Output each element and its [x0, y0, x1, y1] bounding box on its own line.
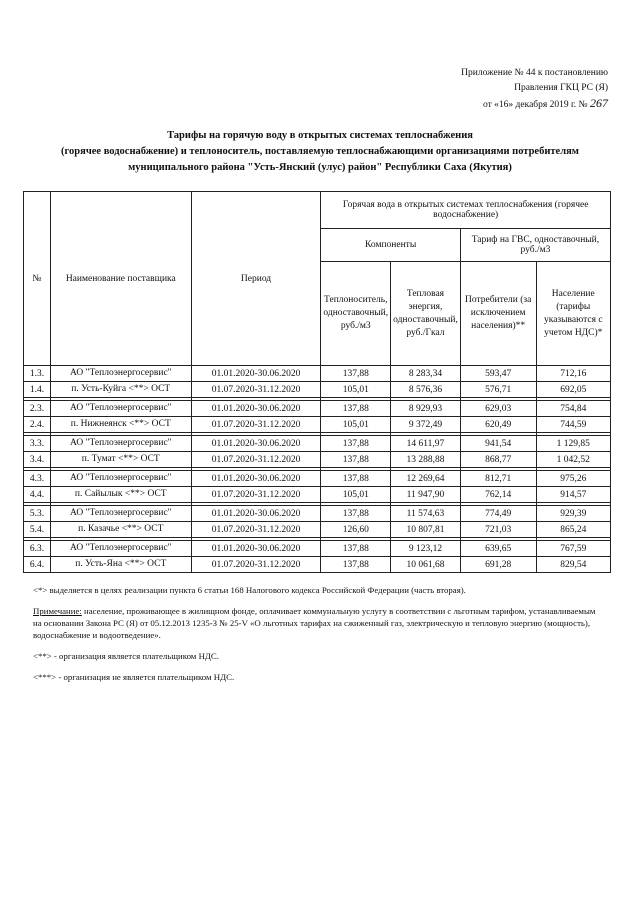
header-date-text: от «16» декабря 2019 г. № — [483, 100, 588, 110]
consumers-cell: 868,77 — [460, 452, 536, 468]
carrier-cell: 137,88 — [321, 541, 391, 557]
header-line-authority: Правления ГКЦ РС (Я) — [514, 83, 608, 93]
population-cell: 712,16 — [536, 366, 610, 382]
energy-cell: 13 288,88 — [391, 452, 461, 468]
carrier-cell: 137,88 — [321, 436, 391, 452]
row-num-cell: 6.3. — [24, 541, 51, 557]
row-num-cell: 4.4. — [24, 487, 51, 503]
supplier-cell: п. Казачье <**> ОСТ — [50, 522, 191, 538]
period-cell: 01.07.2020-31.12.2020 — [191, 417, 321, 433]
period-cell: 01.01.2020-30.06.2020 — [191, 436, 321, 452]
row-num-cell: 3.3. — [24, 436, 51, 452]
header-population: Население (тарифы указываются с учетом НДС)* — [536, 262, 610, 366]
table-row — [24, 471, 611, 487]
supplier-cell: п. Сайылык <**> ОСТ — [50, 487, 191, 503]
population-cell: 767,59 — [536, 541, 610, 557]
carrier-cell: 137,88 — [321, 401, 391, 417]
note-triple-star: <***> - организация не является плательщиком НДС. — [33, 672, 235, 682]
carrier-cell: 105,01 — [321, 487, 391, 503]
carrier-cell: 137,88 — [321, 366, 391, 382]
population-cell: 1 042,52 — [536, 452, 610, 468]
row-num-cell: 4.3. — [24, 471, 51, 487]
consumers-cell: 691,28 — [460, 557, 536, 573]
table-row — [24, 487, 611, 503]
row-num-cell: 5.4. — [24, 522, 51, 538]
supplier-cell: п. Усть-Куйга <**> ОСТ — [50, 382, 191, 398]
consumers-cell: 576,71 — [460, 382, 536, 398]
note-remark-text: население, проживающее в жилищном фонде, оплачивает коммунальную услугу в соответствии с льготным тарифом, устанавливаемым на основании Закона РС (Я) от 05.12.2013 1235-З № 25-V «О льготных тарифах на сжиженный газ, электрическую и тепловую энергию (мощность), водоснабжение и водоотведение». — [33, 606, 596, 640]
energy-cell: 8 283,34 — [391, 366, 461, 382]
header-tariff-group: Тариф на ГВС, одноставочный, руб./м3 — [460, 229, 610, 262]
carrier-cell: 105,01 — [321, 417, 391, 433]
supplier-cell: п. Усть-Яна <**> ОСТ — [50, 557, 191, 573]
period-cell: 01.01.2020-30.06.2020 — [191, 471, 321, 487]
row-num-cell: 5.3. — [24, 506, 51, 522]
row-num-cell: 3.4. — [24, 452, 51, 468]
tariff-table-body — [24, 366, 611, 573]
energy-cell: 8 929,93 — [391, 401, 461, 417]
tariff-table — [23, 191, 611, 573]
population-cell: 692,05 — [536, 382, 610, 398]
consumers-cell: 620,49 — [460, 417, 536, 433]
period-cell: 01.07.2020-31.12.2020 — [191, 557, 321, 573]
energy-cell: 12 269,64 — [391, 471, 461, 487]
note-remark-label: Примечание: — [33, 606, 82, 616]
period-cell: 01.07.2020-31.12.2020 — [191, 487, 321, 503]
row-num-cell: 1.4. — [24, 382, 51, 398]
energy-cell: 14 611,97 — [391, 436, 461, 452]
population-cell: 1 129,85 — [536, 436, 610, 452]
header-energy: Тепловая энергия, одноставочный, руб./Гкал — [391, 262, 461, 366]
note-remark — [33, 605, 603, 641]
period-cell: 01.07.2020-31.12.2020 — [191, 382, 321, 398]
consumers-cell: 774,49 — [460, 506, 536, 522]
header-consumers: Потребители (за исключением населения)** — [460, 262, 536, 366]
header-period: Период — [191, 192, 321, 366]
row-num-cell: 6.4. — [24, 557, 51, 573]
population-cell: 829,54 — [536, 557, 610, 573]
consumers-cell: 629,03 — [460, 401, 536, 417]
table-row — [24, 522, 611, 538]
table-row — [24, 436, 611, 452]
table-row — [24, 366, 611, 382]
table-row — [24, 417, 611, 433]
table-row — [24, 382, 611, 398]
period-cell: 01.01.2020-30.06.2020 — [191, 401, 321, 417]
consumers-cell: 639,65 — [460, 541, 536, 557]
header-components-group: Компоненты — [321, 229, 460, 262]
population-cell: 744,59 — [536, 417, 610, 433]
period-cell: 01.07.2020-31.12.2020 — [191, 522, 321, 538]
population-cell: 929,39 — [536, 506, 610, 522]
row-num-cell: 1.3. — [24, 366, 51, 382]
population-cell: 865,24 — [536, 522, 610, 538]
supplier-cell: п. Нижнеянск <**> ОСТ — [50, 417, 191, 433]
note-star: <*> выделяется в целях реализации пункта 6 статьи 168 Налогового кодекса Российской Федерации (часть вторая). — [33, 585, 466, 595]
page-title — [20, 128, 620, 176]
energy-cell: 10 807,81 — [391, 522, 461, 538]
table-row — [24, 401, 611, 417]
supplier-cell: АО "Теплоэнергосервис" — [50, 471, 191, 487]
carrier-cell: 105,01 — [321, 382, 391, 398]
period-cell: 01.01.2020-30.06.2020 — [191, 506, 321, 522]
header-hot-water-group: Горячая вода в открытых системах теплоснабжения (горячее водоснабжение) — [321, 192, 611, 229]
carrier-cell: 137,88 — [321, 471, 391, 487]
table-row — [24, 557, 611, 573]
period-cell: 01.01.2020-30.06.2020 — [191, 541, 321, 557]
row-num-cell: 2.3. — [24, 401, 51, 417]
supplier-cell: АО "Теплоэнергосервис" — [50, 366, 191, 382]
carrier-cell: 137,88 — [321, 452, 391, 468]
energy-cell: 8 576,36 — [391, 382, 461, 398]
consumers-cell: 941,54 — [460, 436, 536, 452]
consumers-cell: 593,47 — [460, 366, 536, 382]
document-header — [348, 66, 608, 113]
title-line-1: Тарифы на горячую воду в открытых системах теплоснабжения — [167, 130, 473, 141]
energy-cell: 9 372,49 — [391, 417, 461, 433]
carrier-cell: 126,60 — [321, 522, 391, 538]
row-num-cell: 2.4. — [24, 417, 51, 433]
notes-section — [33, 584, 603, 692]
title-line-3: муниципального района "Усть-Янский (улус) район" Республики Саха (Якутия) — [128, 162, 512, 173]
header-carrier: Теплоноситель, одноставочный, руб./м3 — [321, 262, 391, 366]
energy-cell: 9 123,12 — [391, 541, 461, 557]
header-line-appendix: Приложение № 44 к постановлению — [461, 68, 608, 78]
table-row — [24, 506, 611, 522]
header-line-date — [348, 96, 608, 113]
supplier-cell: АО "Теплоэнергосервис" — [50, 436, 191, 452]
consumers-cell: 721,03 — [460, 522, 536, 538]
period-cell: 01.01.2020-30.06.2020 — [191, 366, 321, 382]
population-cell: 914,57 — [536, 487, 610, 503]
table-row — [24, 452, 611, 468]
supplier-cell: АО "Теплоэнергосервис" — [50, 401, 191, 417]
supplier-cell: п. Тумат <**> ОСТ — [50, 452, 191, 468]
consumers-cell: 762,14 — [460, 487, 536, 503]
period-cell: 01.07.2020-31.12.2020 — [191, 452, 321, 468]
energy-cell: 11 947,90 — [391, 487, 461, 503]
handwritten-number: 267 — [590, 96, 608, 110]
table-row — [24, 541, 611, 557]
note-double-star: <**> - организация является плательщиком НДС. — [33, 651, 219, 661]
carrier-cell: 137,88 — [321, 506, 391, 522]
consumers-cell: 812,71 — [460, 471, 536, 487]
title-line-2: (горячее водоснабжение) и теплоноситель, поставляемую теплоснабжающими организациями потребителям — [61, 146, 579, 157]
energy-cell: 10 061,68 — [391, 557, 461, 573]
supplier-cell: АО "Теплоэнергосервис" — [50, 541, 191, 557]
header-num: № — [24, 192, 51, 366]
energy-cell: 11 574,63 — [391, 506, 461, 522]
population-cell: 754,84 — [536, 401, 610, 417]
carrier-cell: 137,88 — [321, 557, 391, 573]
supplier-cell: АО "Теплоэнергосервис" — [50, 506, 191, 522]
population-cell: 975,26 — [536, 471, 610, 487]
header-supplier: Наименование поставщика — [50, 192, 191, 366]
